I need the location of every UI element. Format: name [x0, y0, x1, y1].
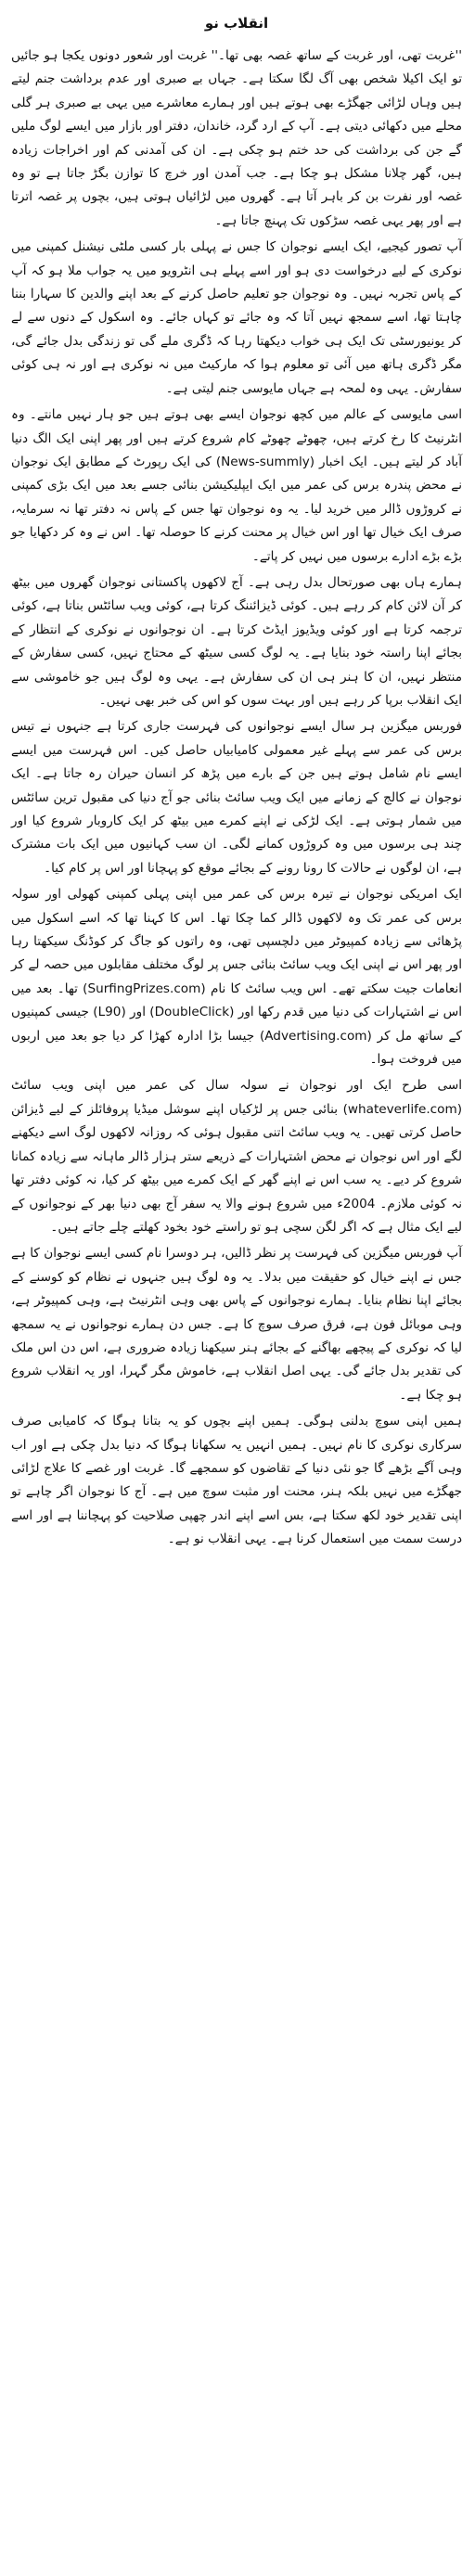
article-paragraph: ''غربت تھی، اور غربت کے ساتھ غصہ بھی تھا۔'' غربت اور شعور دونوں یکجا ہو جائیں تو ایک اکیلا شخص بھی آگ لگا سکتا ہے۔ جہاں بے صبری اور عدم برداشت جنم لیتے ہیں وہاں لڑائی جھگڑے بھی ہوتے ہیں اور ہمارے معاشرے میں یہی بے صبری ہر گلی محلے میں دکھائی دیتی ہے۔ آپ کے ارد گرد، خاندان، دفتر اور بازار میں ایسے لوگ ملیں گے جن کی برداشت کی حد ختم ہو چکی ہے۔ ان کی آمدنی کم اور اخراجات زیادہ ہیں، گھر چلانا مشکل ہو چکا ہے۔ جب آمدن اور خرچ کا توازن بگڑ جاتا ہے تو وہ غصہ اور نفرت بن کر باہر آتا ہے۔ گھروں میں لڑائیاں ہوتی ہیں، بچوں پر غصہ اترتا ہے اور پھر یہی غصہ سڑکوں تک پہنچ جاتا ہے۔ — [11, 48, 462, 228]
article-paragraph: اسی مایوسی کے عالم میں کچھ نوجوان ایسے بھی ہوتے ہیں جو ہار نہیں مانتے۔ وہ انٹرنیٹ کا رخ کرتے ہیں، چھوٹے چھوٹے کام شروع کرتے ہیں اور پھر اپنی ایک الگ دنیا آباد کر لیتے ہیں۔ ایک اخبار (News-summly) کی ایک رپورٹ کے مطابق ایک نوجوان نے محض پندرہ برس کی عمر میں ایک ایپلیکیشن بنائی جسے بعد میں ایک بڑی کمپنی نے کروڑوں ڈالر میں خرید لیا۔ یہ وہ نوجوان تھا جس کے پاس نہ دفتر تھا نہ سرمایہ، صرف ایک خیال تھا اور اس خیال پر محنت کرنے کا حوصلہ تھا۔ اس نے وہ کر دکھایا جو بڑے بڑے ادارے برسوں میں نہیں کر پاتے۔ — [11, 407, 462, 564]
article-paragraph: ایک امریکی نوجوان نے تیرہ برس کی عمر میں اپنی پہلی کمپنی کھولی اور سولہ برس کی عمر تک وہ لاکھوں ڈالر کما چکا تھا۔ اس کا کہنا تھا کہ اسے اسکول میں پڑھائی سے زیادہ کمپیوٹر میں دلچسپی تھی، وہ راتوں کو جاگ کر کوڈنگ سیکھتا رہا اور پھر اس نے اپنی ایک ویب سائٹ بنائی جس پر لوگ مختلف مقابلوں میں حصہ لے کر انعامات جیت سکتے تھے۔ اس ویب سائٹ کا نام (SurfingPrizes.com) تھا۔ بعد میں اس نے اشتہارات کی دنیا میں قدم رکھا اور (DoubleClick) اور (L90) جیسی کمپنیوں کے ساتھ مل کر (Advertising.com) جیسا بڑا ادارہ کھڑا کر دیا جو بعد میں اربوں میں فروخت ہوا۔ — [11, 887, 463, 1068]
article-paragraph: ہمیں اپنی سوچ بدلنی ہوگی۔ ہمیں اپنے بچوں کو یہ بتانا ہوگا کہ کامیابی صرف سرکاری نوکری کا نام نہیں۔ ہمیں انہیں یہ سکھانا ہوگا کہ دنیا بدل چکی ہے اور اب وہی آگے بڑھے گا جو نئی دنیا کے تقاضوں کو سمجھے گا۔ غربت اور غصے کا علاج لڑائی جھگڑے میں نہیں بلکہ ہنر، محنت اور مثبت سوچ میں ہے۔ آج کا نوجوان اگر چاہے تو اپنی تقدیر خود لکھ سکتا ہے، بس اسے اپنے اندر چھپی صلاحیت کو پہچاننا ہے اور اسے درست سمت میں استعمال کرنا ہے۔ یہی انقلاب نو ہے۔ — [11, 1414, 462, 1547]
article-paragraph: آپ فوربس میگزین کی فہرست پر نظر ڈالیں، ہر دوسرا نام کسی ایسے نوجوان کا ہے جس نے اپنے خیال کو حقیقت میں بدلا۔ یہ وہ لوگ ہیں جنہوں نے نظام کو کوسنے کے بجائے اپنا نظام بنایا۔ ہمارے نوجوانوں کے پاس بھی وہی انٹرنیٹ ہے، وہی کمپیوٹر ہے، وہی موبائل فون ہے، فرق صرف سوچ کا ہے۔ جس دن ہمارے نوجوانوں نے یہ سمجھ لیا کہ نوکری کے پیچھے بھاگنے کے بجائے ہنر سیکھنا زیادہ ضروری ہے، اس دن اس ملک کی تقدیر بدل جائے گی۔ یہی اصل انقلاب ہے، خاموش مگر گہرا، اور یہ انقلاب شروع ہو چکا ہے۔ — [11, 1246, 462, 1403]
article-title: انقلاب نو — [204, 15, 269, 32]
article-paragraph: اسی طرح ایک اور نوجوان نے سولہ سال کی عمر میں اپنی ویب سائٹ (whateverlife.com) بنائی جس پر لڑکیاں اپنے سوشل میڈیا پروفائلز کے لیے ڈیزائن حاصل کرتی تھیں۔ یہ ویب سائٹ اتنی مقبول ہوئی کہ روزانہ لاکھوں لوگ اسے دیکھنے لگے اور اس نوجوان نے محض اشتہارات کے ذریعے ستر ہزار ڈالر ماہانہ سے زیادہ کمانا شروع کر دیے۔ یہ سب اس نے اپنے گھر کے ایک کمرے میں بیٹھ کر کیا، نہ کوئی دفتر تھا نہ کوئی ملازم۔ 2004ء میں شروع ہونے والا یہ سفر آج بھی دنیا بھر کے نوجوانوں کے لیے ایک مثال ہے کہ اگر لگن سچی ہو تو راستے خود بخود کھلتے چلے جاتے ہیں۔ — [11, 1078, 462, 1235]
article-paragraph: ہمارے ہاں بھی صورتحال بدل رہی ہے۔ آج لاکھوں پاکستانی نوجوان گھروں میں بیٹھ کر آن لائن کام کر رہے ہیں۔ کوئی ڈیزائننگ کرتا ہے، کوئی ویب سائٹس بناتا ہے، کوئی ترجمہ کرتا ہے اور کوئی ویڈیوز ایڈٹ کرتا ہے۔ ان نوجوانوں نے نوکری کے انتظار کے بجائے اپنا راستہ خود بنایا ہے۔ یہ لوگ کسی سیٹھ کے محتاج نہیں، کسی سفارش کے منتظر نہیں، ان کا ہنر ہی ان کی سفارش ہے۔ یہی وہ لوگ ہیں جو خاموشی سے ایک انقلاب برپا کر رہے ہیں اور بہت سوں کو اس کی خبر بھی نہیں۔ — [11, 574, 462, 708]
article-body — [11, 45, 462, 1552]
article-paragraph: آپ تصور کیجیے، ایک ایسے نوجوان کا جس نے پہلی بار کسی ملٹی نیشنل کمپنی میں نوکری کے لیے درخواست دی ہو اور اسے پہلے ہی انٹرویو میں یہ جواب ملا ہو کہ آپ کے پاس تجربہ نہیں۔ وہ نوجوان جو تعلیم حاصل کرنے کے بعد اپنے والدین کا سہارا بننا چاہتا تھا، اسے سمجھ نہیں آتا کہ وہ جائے تو کہاں جائے۔ وہ اسکول کے دنوں سے لے کر یونیورسٹی تک ایک ہی خواب دیکھتا رہا کہ ڈگری ملے گی تو زندگی بدل جائے گی، مگر ڈگری ہاتھ میں آئی تو معلوم ہوا کہ مارکیٹ میں نہ نوکری ہے اور نہ ہی کوئی سفارش۔ یہی وہ لمحہ ہے جہاں مایوسی جنم لیتی ہے۔ — [11, 239, 462, 396]
article-paragraph: فوربس میگزین ہر سال ایسے نوجوانوں کی فہرست جاری کرتا ہے جنہوں نے تیس برس کی عمر سے پہلے غیر معمولی کامیابیاں حاصل کیں۔ اس فہرست میں ایسے ایسے نام شامل ہوتے ہیں جن کے بارے میں پڑھ کر انسان حیران رہ جاتا ہے۔ ایک نوجوان نے کالج کے زمانے میں ایک ویب سائٹ بنائی جو آج دنیا کی مقبول ترین سائٹس میں شمار ہوتی ہے۔ ایک لڑکی نے اپنے کمرے میں بیٹھ کر ایک کاروبار شروع کیا اور چند ہی برسوں میں وہ کروڑوں کمانے لگی۔ ان سب کہانیوں میں ایک بات مشترک ہے، ان لوگوں نے حالات کا رونا رونے کے بجائے موقع کو پہچانا اور اس پر کام کیا۔ — [11, 719, 462, 876]
